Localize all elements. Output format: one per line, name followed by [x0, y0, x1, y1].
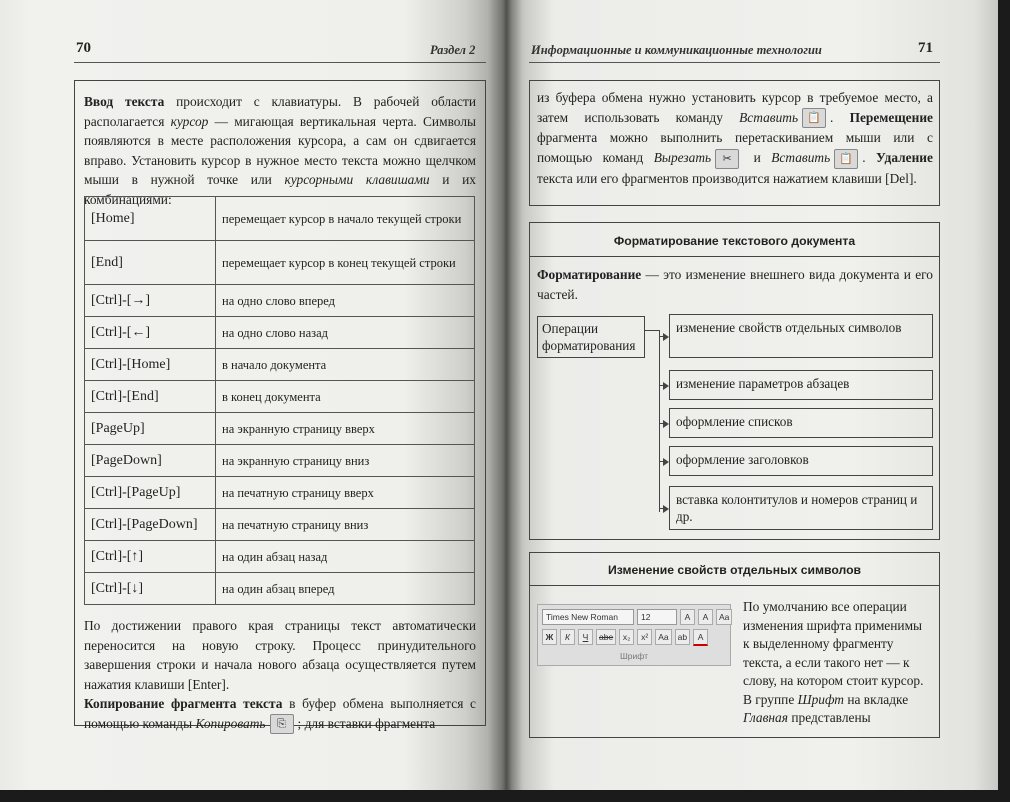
key-cell: [PageUp]: [85, 413, 216, 445]
grow-font-button[interactable]: A: [680, 609, 695, 625]
key-cell: [Ctrl]-[Home]: [85, 349, 216, 381]
ribbon-row-1: [542, 609, 732, 625]
table-row: [85, 241, 475, 285]
book-gutter: [488, 0, 522, 790]
description-cell: в начало документа: [216, 349, 475, 381]
section-title: Изменение свойств отдельных символов: [607, 563, 862, 577]
continuation-paragraph: из буфера обмена нужно установить курсор в требуемое место, а затем использовать команду Вставить 📋 . Перемещение фрагмента можно выполнить перетаскиванием мыши или с помощью команд Вырезать ✂ и Вставить 📋 . Удаление текста или его фрагментов производится нажатием клавиши [Del].: [537, 90, 933, 186]
formatting-definition: Форматирование — это изменение внешнего вида документа и его частей.: [537, 267, 933, 302]
description-cell: на одно слово назад: [216, 317, 475, 349]
superscript-button[interactable]: x²: [637, 629, 652, 645]
description-cell: в конец документа: [216, 381, 475, 413]
page-number: 71: [918, 40, 933, 56]
description-cell: на экранную страницу вниз: [216, 445, 475, 477]
table-row: [85, 541, 475, 573]
table-row: [85, 477, 475, 509]
term-delete: Удаление: [876, 149, 933, 165]
italic-button[interactable]: К: [560, 629, 575, 645]
description-cell: на один абзац назад: [216, 541, 475, 573]
intro-paragraph: Ввод текста происходит с клавиатуры. В рабочей области располагается курсор — мигающая вертикальная черта. Символы появляются в месте расположения курсора, а сам он сдвигается вправо. Установить курсор в нужное место текста можно щелчком мыши в нужной точке или курсорными клавишами и их комбинациями:: [84, 94, 476, 207]
key-cell: [Ctrl]-[End]: [85, 381, 216, 413]
operation-box: оформление заголовков: [669, 446, 933, 476]
operation-box: изменение параметров абзацев: [669, 370, 933, 400]
right-page: [505, 0, 998, 790]
table-row: [85, 445, 475, 477]
term-move: Перемещение: [849, 109, 933, 125]
running-head: Раздел 2: [430, 43, 476, 57]
table-row: [85, 197, 475, 241]
description-cell: на экранную страницу вверх: [216, 413, 475, 445]
term-text-input: Ввод текста: [84, 94, 165, 109]
description-cell: перемещает курсор в начало текущей строки: [216, 197, 475, 241]
key-cell: [Ctrl]-[→]: [85, 285, 216, 317]
key-cell: [End]: [85, 241, 216, 285]
shrink-font-button[interactable]: A: [698, 609, 713, 625]
table-row: [85, 573, 475, 605]
after-table-paragraph: По достижении правого края страницы текст автоматически переносится на новую строку. Процесс принудительного завершения строки и начала нового абзаца осуществляется путем нажатия клавиши [Enter]. Копирование фрагмента текста в буфер обмена выполняется с помощью команды Копировать ⎘ ; для вставки фрагмента: [84, 616, 476, 734]
subscript-button[interactable]: x₂: [619, 629, 634, 645]
key-cell: [PageDown]: [85, 445, 216, 477]
table-row: [85, 285, 475, 317]
key-cell: [Ctrl]-[PageUp]: [85, 477, 216, 509]
key-cell: [Ctrl]-[PageDown]: [85, 509, 216, 541]
term-copy: Копирование фрагмента текста: [84, 696, 283, 711]
strikethrough-button[interactable]: abe: [596, 629, 616, 645]
cursor-keys-table: [84, 196, 475, 605]
description-cell: на печатную страницу вниз: [216, 509, 475, 541]
paste-icon: 📋: [834, 149, 858, 169]
operation-box: вставка колонтитулов и номеров страниц и др.: [669, 486, 933, 530]
scissors-icon: ✂: [715, 149, 739, 169]
font-name-select[interactable]: Times New Roman: [542, 609, 634, 625]
operation-box: изменение свойств отдельных символов: [669, 314, 933, 358]
operations-label-box: Операции форматирования: [537, 316, 645, 358]
key-cell: [Home]: [85, 197, 216, 241]
description-cell: на один абзац вперед: [216, 573, 475, 605]
font-color-button[interactable]: A: [693, 629, 708, 646]
left-page: [0, 0, 505, 790]
connector: [659, 330, 660, 512]
table-row: [85, 381, 475, 413]
description-cell: на печатную страницу вверх: [216, 477, 475, 509]
page-number: 70: [76, 40, 91, 56]
running-head: Информационные и коммуникационные технологии: [531, 43, 822, 57]
highlight-button[interactable]: ab: [675, 629, 690, 645]
ribbon-group-label: Шрифт: [620, 651, 648, 661]
table-row: [85, 317, 475, 349]
connector: [645, 330, 659, 331]
char-properties-text: По умолчанию все операции изменения шрифта применимы к выделенному фрагменту текста, а если такого нет — к слову, на котором стоит курсор. В группе Шрифт на вкладке Главная представлены: [743, 599, 924, 725]
paste-icon: 📋: [802, 108, 826, 128]
font-size-select[interactable]: 12: [637, 609, 677, 625]
table-row: [85, 509, 475, 541]
section-title: Форматирование текстового документа: [613, 234, 856, 248]
header-rule: [74, 62, 486, 63]
header-rule: [529, 62, 940, 63]
description-cell: перемещает курсор в конец текущей строки: [216, 241, 475, 285]
bold-button[interactable]: Ж: [542, 629, 557, 645]
change-case-button[interactable]: Aa: [655, 629, 671, 645]
key-cell: [Ctrl]-[↑]: [85, 541, 216, 573]
key-cell: [Ctrl]-[←]: [85, 317, 216, 349]
key-cell: [Ctrl]-[↓]: [85, 573, 216, 605]
description-cell: на одно слово вперед: [216, 285, 475, 317]
font-ribbon-group: [537, 604, 731, 666]
section-divider: [529, 256, 940, 257]
clear-format-button[interactable]: Aa: [716, 609, 732, 625]
copy-icon: ⎘: [270, 714, 294, 734]
table-row: [85, 349, 475, 381]
section-divider: [529, 585, 940, 586]
underline-button[interactable]: Ч: [578, 629, 593, 645]
operation-box: оформление списков: [669, 408, 933, 438]
ribbon-row-2: [542, 629, 708, 645]
table-row: [85, 413, 475, 445]
